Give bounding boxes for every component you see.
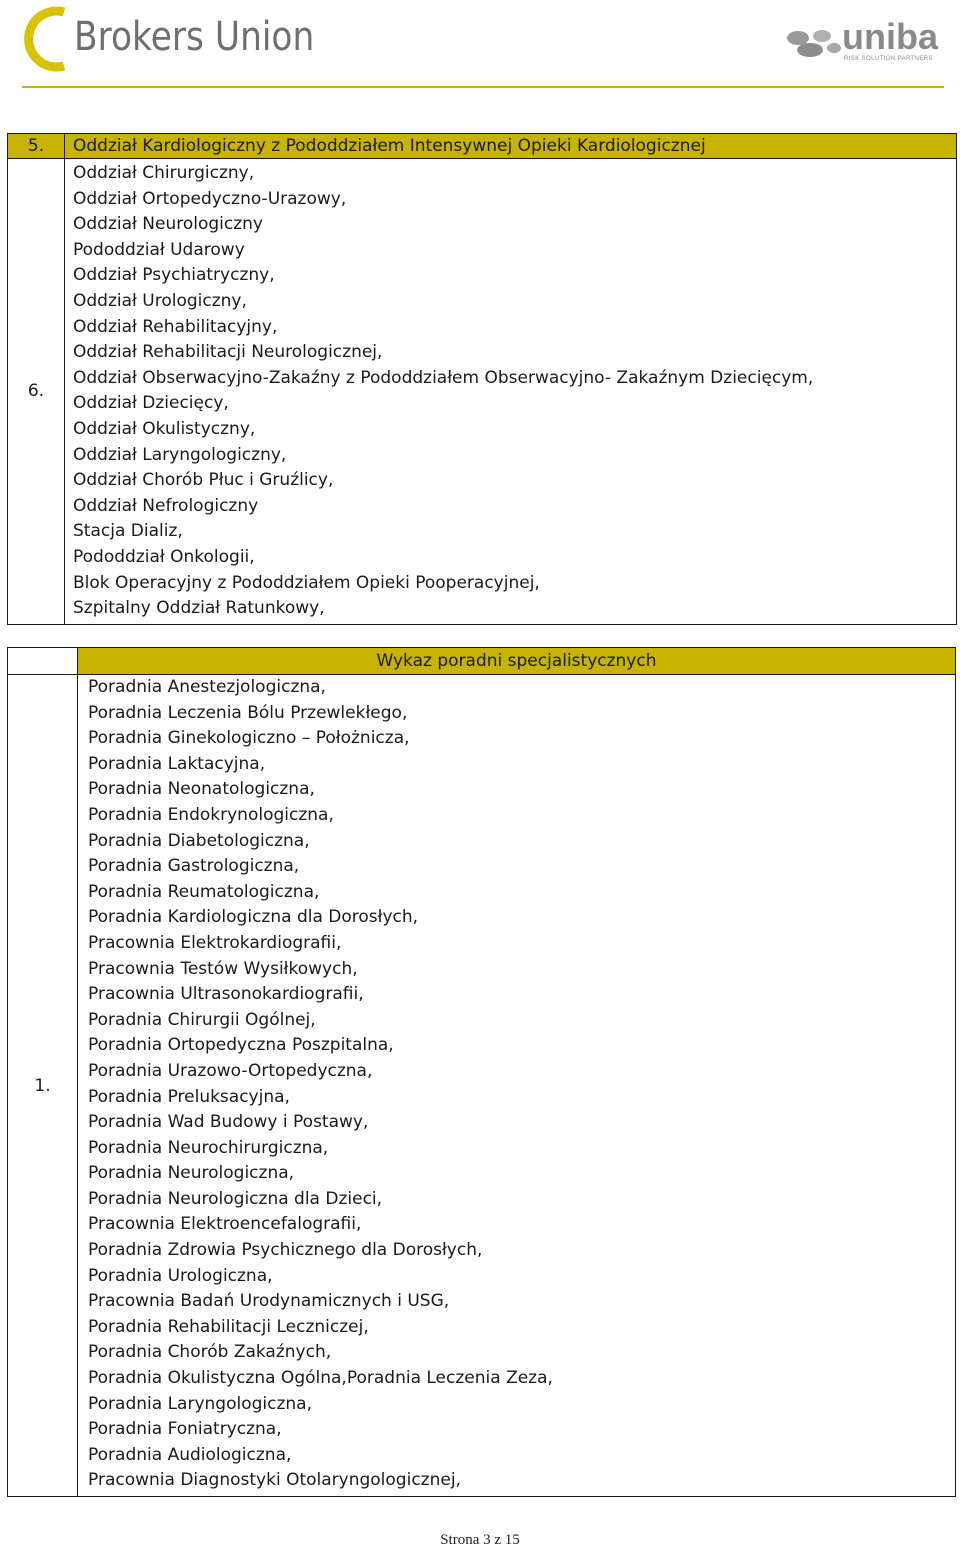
list-item: Oddział Chirurgiczny,: [73, 163, 255, 183]
list-item: Oddział Dziecięcy,: [73, 393, 229, 414]
row-number: 6.: [8, 159, 65, 625]
list-item: Pracownia Elektroencefalografii,: [88, 1214, 362, 1235]
list-item: Poradnia Leczenia Bólu Przewlekłego,: [88, 702, 408, 723]
list-item: Pracownia Badań Urodynamicznych i USG,: [88, 1291, 450, 1312]
page-header: [0, 0, 960, 92]
list-item: Poradnia Reumatologiczna,: [88, 881, 320, 902]
clinics-table: [7, 647, 956, 1497]
list-item: Poradnia Wad Budowy i Postawy,: [88, 1112, 369, 1133]
list-item: Poradnia Neurochirurgiczna,: [88, 1137, 329, 1158]
list-item: Poradnia Anestezjologiczna,: [88, 677, 326, 697]
list-item: Oddział Urologiczny,: [73, 290, 247, 311]
list-item: Poradnia Ginekologiczno – Położnicza,: [88, 728, 410, 749]
clinic-list: [78, 675, 956, 1497]
list-item: Poradnia Okulistyczna Ogólna,Poradnia Leczenia Zeza,: [88, 1368, 553, 1389]
list-item: Stacja Dializ,: [73, 521, 183, 542]
list-item: Oddział Neurologiczny: [73, 214, 263, 235]
list-item: Poradnia Laryngologiczna,: [88, 1393, 312, 1414]
page-footer: Strona 3 z 15: [440, 1532, 520, 1548]
uniba-wordmark: uniba: [842, 16, 938, 57]
list-item: Blok Operacyjny z Pododdziałem Opieki Pooperacyjnej,: [73, 572, 540, 593]
list-item: Poradnia Foniatryczna,: [88, 1419, 282, 1440]
list-item: Pracownia Diagnostyki Otolaryngologicznej,: [88, 1470, 461, 1491]
uniba-dots-icon: [784, 26, 842, 62]
list-item: Oddział Rehabilitacji Neurologicznej,: [73, 342, 383, 363]
list-item: Poradnia Neonatologiczna,: [88, 779, 315, 800]
list-item: Pododdział Onkologii,: [73, 546, 255, 567]
list-item: Oddział Obserwacyjno-Zakaźny z Pododdziałem Obserwacyjno- Zakaźnym Dziecięcym,: [73, 367, 814, 388]
list-item: Poradnia Kardiologiczna dla Dorosłych,: [88, 907, 419, 928]
uniba-logo: [784, 18, 944, 68]
list-item: Poradnia Neurologiczna dla Dzieci,: [88, 1188, 383, 1209]
table-header-row: [8, 648, 956, 675]
list-item: Poradnia Neurologiczna,: [88, 1163, 295, 1184]
list-item: Oddział Okulistyczny,: [73, 418, 256, 439]
list-item: Oddział Ortopedyczno-Urazowy,: [73, 188, 347, 209]
brokers-union-arc-icon: [22, 4, 72, 74]
departments-table: [7, 133, 957, 625]
list-item: Poradnia Diabetologiczna,: [88, 830, 310, 851]
list-item: Pracownia Ultrasonokardiografii,: [88, 984, 364, 1005]
list-item: Oddział Nefrologiczny: [73, 495, 259, 516]
list-item: Poradnia Urologiczna,: [88, 1265, 273, 1286]
list-item: Pracownia Testów Wysiłkowych,: [88, 958, 358, 979]
list-item: Poradnia Laktacyjna,: [88, 753, 266, 774]
list-item: Oddział Laryngologiczny,: [73, 444, 287, 465]
brokers-union-logo: [22, 4, 322, 74]
list-item: Poradnia Preluksacyjna,: [88, 1086, 290, 1107]
uniba-tagline: RISK SOLUTION PARTNERS: [844, 56, 933, 62]
list-item: Oddział Chorób Płuc i Gruźlicy,: [73, 470, 334, 491]
row-number: 5.: [8, 134, 65, 159]
list-item: Poradnia Endokrynologiczna,: [88, 804, 334, 825]
brokers-union-wordmark: Brokers Union: [74, 14, 315, 60]
header-divider: [22, 86, 944, 88]
table-row: [8, 159, 957, 625]
list-item: Poradnia Rehabilitacji Leczniczej,: [88, 1316, 369, 1337]
list-item: Poradnia Audiologiczna,: [88, 1444, 292, 1465]
list-item: Poradnia Chorób Zakaźnych,: [88, 1342, 332, 1363]
list-item: Poradnia Zdrowia Psychicznego dla Dorosłych,: [88, 1240, 483, 1261]
header-blank-cell: [8, 648, 78, 675]
table-row: [8, 675, 956, 1497]
list-item: Oddział Rehabilitacyjny,: [73, 316, 278, 337]
list-item: Pododdział Udarowy: [73, 239, 245, 260]
department-name: Oddział Kardiologiczny z Pododdziałem Intensywnej Opieki Kardiologicznej: [65, 134, 957, 159]
list-item: Poradnia Ortopedyczna Poszpitalna,: [88, 1035, 394, 1056]
table-row: [8, 134, 957, 159]
list-item: Pracownia Elektrokardiografii,: [88, 932, 342, 953]
department-list: [65, 159, 957, 625]
list-item: Poradnia Gastrologiczna,: [88, 856, 300, 877]
row-number: 1.: [8, 675, 78, 1497]
list-item: Poradnia Urazowo-Ortopedyczna,: [88, 1060, 373, 1081]
list-item: Szpitalny Oddział Ratunkowy,: [73, 598, 325, 619]
list-item: Poradnia Chirurgii Ogólnej,: [88, 1009, 316, 1030]
list-item: Oddział Psychiatryczny,: [73, 265, 275, 286]
clinics-table-title: Wykaz poradni specjalistycznych: [78, 648, 956, 675]
